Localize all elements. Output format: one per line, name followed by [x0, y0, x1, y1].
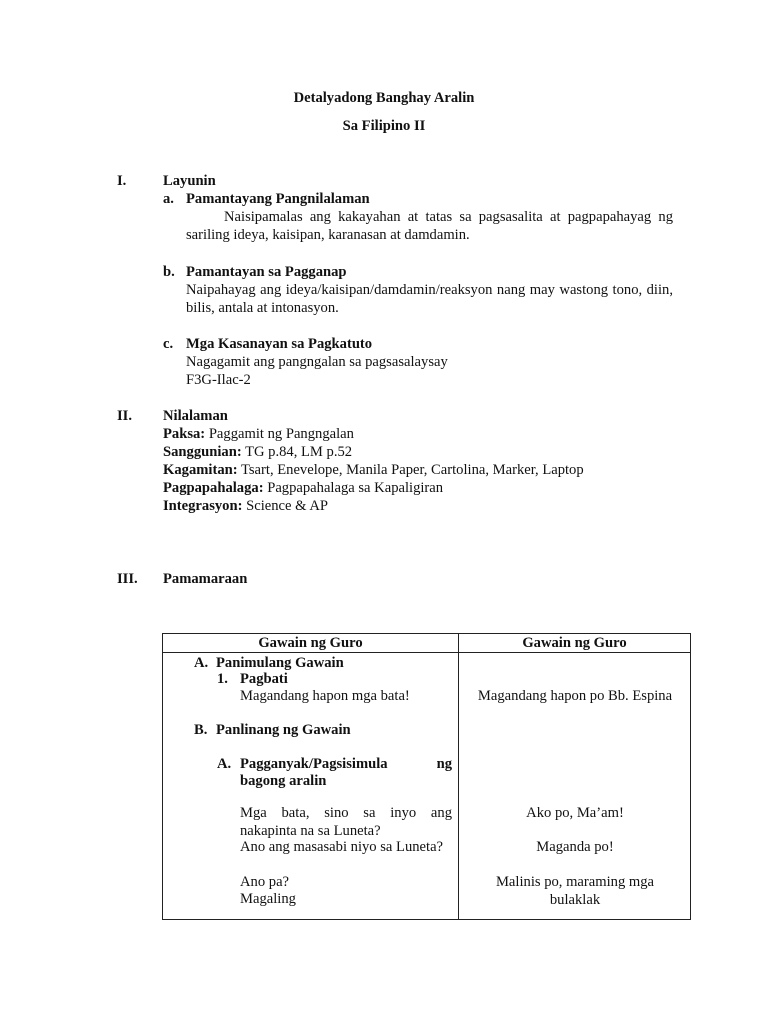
- section-2-heading: Nilalaman: [163, 408, 228, 424]
- part-a-heading: Panimulang Gawain: [216, 655, 344, 671]
- procedure-table: [162, 633, 691, 920]
- response-line: Malinis po, maraming mga bulaklak: [495, 874, 655, 908]
- part-b-heading: Panlinang ng Gawain: [216, 722, 351, 738]
- sub-a-heading: Pagganyak/Pagsisimula ng: [240, 756, 452, 772]
- column-header-second: Gawain ng Guro: [459, 634, 691, 653]
- step-1-label: 1.: [217, 671, 228, 687]
- content-value: TG p.84, LM p.52: [241, 444, 353, 460]
- section-1-heading: Layunin: [163, 173, 216, 189]
- part-b-label: B.: [194, 722, 208, 738]
- response-line: Ako po, Ma’am!: [526, 805, 624, 821]
- content-row: [163, 443, 352, 461]
- sub-a-label: A.: [217, 756, 232, 772]
- item-a-label: a.: [163, 191, 174, 207]
- content-value: Paggamit ng Pangngalan: [205, 426, 354, 442]
- sub-a-heading-cont: bagong aralin: [240, 773, 327, 789]
- teacher-question: Mga bata, sino sa inyo ang nakapinta na sa Luneta?: [240, 805, 452, 839]
- part-a-label: A.: [194, 655, 209, 671]
- content-value: Pagpapahalaga sa Kapaligiran: [263, 480, 444, 496]
- teacher-question: Ano ang masasabi niyo sa Luneta?: [240, 839, 444, 855]
- document-subtitle: Sa Filipino II: [342, 118, 426, 134]
- content-label: Sanggunian:: [163, 444, 242, 460]
- item-b-heading: Pamantayan sa Pagganap: [186, 264, 347, 280]
- content-row: [163, 461, 584, 479]
- teacher-question: Ano pa?: [240, 874, 290, 890]
- item-c-label: c.: [163, 336, 174, 352]
- section-1-number: I.: [117, 173, 127, 189]
- greeting-line: Magandang hapon mga bata!: [240, 688, 410, 704]
- content-label: Pagpapahalaga:: [163, 480, 264, 496]
- table-row: [163, 653, 691, 920]
- item-c-heading: Mga Kasanayan sa Pagkatuto: [186, 336, 373, 352]
- item-c-code: F3G-Ilac-2: [186, 372, 251, 388]
- item-b-label: b.: [163, 264, 175, 280]
- item-a-heading: Pamantayang Pangnilalaman: [186, 191, 370, 207]
- content-label: Paksa:: [163, 426, 206, 442]
- table-header-row: [163, 634, 691, 653]
- response-line: Maganda po!: [536, 839, 614, 855]
- item-a-text: Naisipamalas ang kakayahan at tatas sa pagsasalita at pagpapahayag ng sariling ideya, kaisipan, karanasan at damdamin.: [186, 209, 673, 243]
- section-2-number: II.: [117, 408, 133, 424]
- item-c-text: Nagagamit ang pangngalan sa pagsasalaysay: [186, 354, 448, 370]
- content-value: Tsart, Enevelope, Manila Paper, Cartolina, Marker, Laptop: [237, 462, 584, 478]
- response-line: Magandang hapon po Bb. Espina: [477, 688, 673, 704]
- content-label: Integrasyon:: [163, 498, 243, 514]
- content-label: Kagamitan:: [163, 462, 238, 478]
- teacher-activity-cell: [163, 653, 459, 920]
- document-title: Detalyadong Banghay Aralin: [293, 90, 475, 106]
- section-3-heading: Pamamaraan: [163, 571, 248, 587]
- teacher-remark: Magaling: [240, 891, 296, 907]
- step-1-heading: Pagbati: [240, 671, 288, 687]
- content-row: [163, 497, 328, 515]
- section-3-number: III.: [117, 571, 138, 587]
- column-header-teacher: Gawain ng Guro: [163, 634, 459, 653]
- response-cell: [459, 653, 691, 920]
- item-b-text: Naipahayag ang ideya/kaisipan/damdamin/reaksyon nang may wastong tono, diin, bilis, antala at intonasyon.: [186, 282, 673, 316]
- content-row: [163, 425, 354, 443]
- content-value: Science & AP: [242, 498, 328, 514]
- content-row: [163, 479, 443, 497]
